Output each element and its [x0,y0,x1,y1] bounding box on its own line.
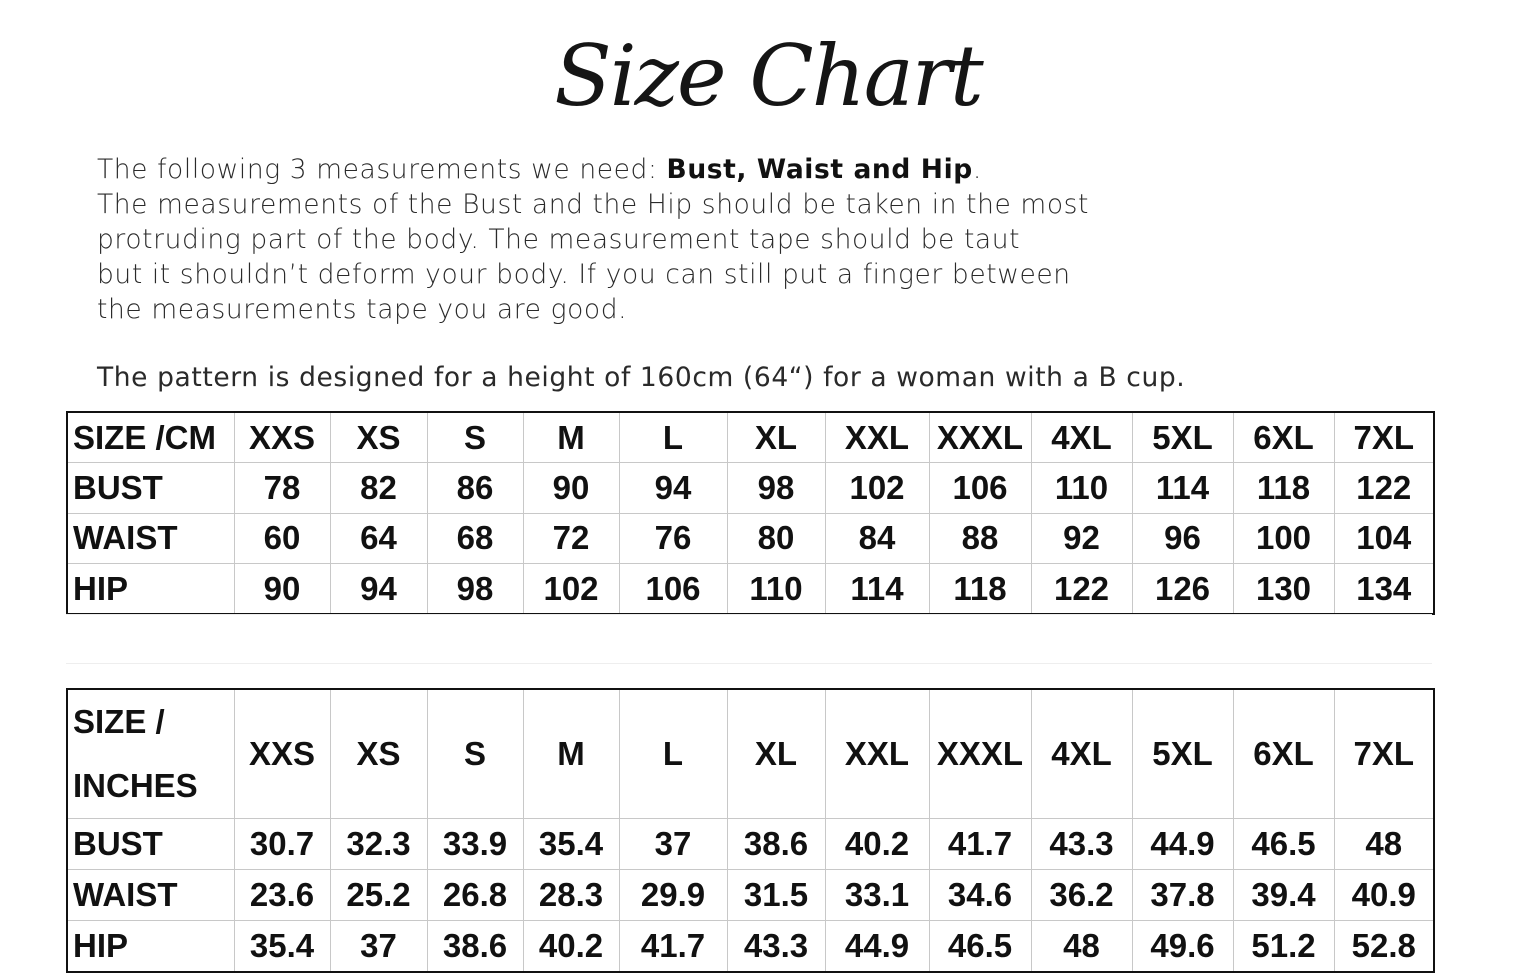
measurement-cell: 28.3 [523,870,619,921]
measurement-cell: 118 [929,564,1031,615]
measurement-cell: 40.2 [825,819,929,870]
size-header-cell: S [427,412,523,463]
intro-line-4: but it shouldn’t deform your body. If you can still put a finger between [97,259,1071,290]
measurement-cell: 82 [330,463,427,514]
measurement-cell: 37 [330,921,427,972]
intro-line-1-prefix: The following 3 measurements we need: [97,154,667,185]
measurement-cell: 110 [1031,463,1132,514]
measurement-cell: 84 [825,513,929,564]
size-header-cell: 7XL [1334,412,1434,463]
measurement-cell: 25.2 [330,870,427,921]
measurement-cell: 23.6 [234,870,330,921]
measurement-cell: 32.3 [330,819,427,870]
table-row [67,564,1434,615]
row-label-cell: BUST [67,819,234,870]
measurement-cell: 90 [523,463,619,514]
measurement-cell: 106 [619,564,727,615]
measurement-cell: 80 [727,513,825,564]
size-header-cell: XXXL [929,412,1031,463]
size-header-cell: XXL [825,689,929,819]
measurement-cell: 38.6 [727,819,825,870]
measurement-cell: 46.5 [1233,819,1334,870]
size-header-cell: M [523,689,619,819]
header-label-cell: SIZE / INCHES [67,689,234,819]
measurement-cell: 33.1 [825,870,929,921]
measurement-cell: 94 [619,463,727,514]
intro-line-1 [97,152,1497,187]
table-spacer [66,614,1432,688]
measurement-cell: 48 [1031,921,1132,972]
measurement-cell: 90 [234,564,330,615]
measurement-cell: 100 [1233,513,1334,564]
size-header-cell: XXL [825,412,929,463]
size-header-cell: 4XL [1031,689,1132,819]
table-header-row [67,412,1434,463]
measurement-cell: 49.6 [1132,921,1233,972]
title-text: Size Chart [554,27,982,125]
size-table-cm [66,411,1435,615]
table-row [67,819,1434,870]
table-row [67,513,1434,564]
row-label-cell: HIP [67,921,234,972]
measurement-cell: 130 [1233,564,1334,615]
measurement-cell: 40.2 [523,921,619,972]
size-header-cell: 6XL [1233,689,1334,819]
measurement-cell: 44.9 [825,921,929,972]
measurement-cell: 102 [825,463,929,514]
intro-text [97,152,1497,327]
size-header-cell: 5XL [1132,689,1233,819]
measurement-cell: 72 [523,513,619,564]
measurement-cell: 26.8 [427,870,523,921]
measurement-cell: 110 [727,564,825,615]
size-header-cell: XXS [234,412,330,463]
measurement-cell: 37.8 [1132,870,1233,921]
intro-line-1-bold: Bust, Waist and Hip [666,154,973,185]
size-header-cell: XL [727,689,825,819]
measurement-cell: 35.4 [234,921,330,972]
measurement-cell: 38.6 [427,921,523,972]
size-header-cell: 5XL [1132,412,1233,463]
size-header-cell: L [619,412,727,463]
measurement-cell: 41.7 [929,819,1031,870]
measurement-cell: 68 [427,513,523,564]
intro-line-3: protruding part of the body. The measurement tape should be taut [97,224,1021,255]
size-header-cell: M [523,412,619,463]
measurement-cell: 51.2 [1233,921,1334,972]
measurement-cell: 122 [1031,564,1132,615]
measurement-cell: 33.9 [427,819,523,870]
measurement-cell: 29.9 [619,870,727,921]
row-label-cell: WAIST [67,870,234,921]
measurement-cell: 35.4 [523,819,619,870]
measurement-cell: 48 [1334,819,1434,870]
measurement-cell: 94 [330,564,427,615]
measurement-cell: 43.3 [727,921,825,972]
measurement-cell: 88 [929,513,1031,564]
measurement-cell: 36.2 [1031,870,1132,921]
measurement-cell: 37 [619,819,727,870]
size-header-cell: L [619,689,727,819]
measurement-cell: 60 [234,513,330,564]
size-header-cell: S [427,689,523,819]
size-header-cell: XS [330,412,427,463]
measurement-cell: 96 [1132,513,1233,564]
size-header-cell: XL [727,412,825,463]
measurement-cell: 98 [427,564,523,615]
measurement-cell: 41.7 [619,921,727,972]
pattern-note: The pattern is designed for a height of 160cm (64“) for a woman with a B cup. [97,362,1186,393]
measurement-cell: 39.4 [1233,870,1334,921]
intro-line-2: The measurements of the Bust and the Hip should be taken in the most [97,189,1090,220]
measurement-cell: 98 [727,463,825,514]
measurement-cell: 78 [234,463,330,514]
measurement-cell: 92 [1031,513,1132,564]
table-row [67,921,1434,972]
measurement-cell: 64 [330,513,427,564]
measurement-cell: 126 [1132,564,1233,615]
measurement-cell: 134 [1334,564,1434,615]
size-header-cell: XS [330,689,427,819]
header-label-cell: SIZE /CM [67,412,234,463]
measurement-cell: 40.9 [1334,870,1434,921]
intro-line-1-suffix: . [972,154,982,185]
measurement-cell: 43.3 [1031,819,1132,870]
table-row [67,463,1434,514]
size-table-inches [66,688,1435,973]
size-header-cell: XXS [234,689,330,819]
intro-line-5: the measurements tape you are good. [97,294,628,325]
measurement-cell: 30.7 [234,819,330,870]
title-script [508,10,1028,135]
row-label-cell: HIP [67,564,234,615]
measurement-cell: 114 [825,564,929,615]
table-header-row [67,689,1434,819]
measurement-cell: 122 [1334,463,1434,514]
measurement-cell: 44.9 [1132,819,1233,870]
row-label-cell: BUST [67,463,234,514]
measurement-cell: 102 [523,564,619,615]
size-header-cell: 7XL [1334,689,1434,819]
measurement-cell: 104 [1334,513,1434,564]
measurement-cell: 114 [1132,463,1233,514]
size-header-cell: XXXL [929,689,1031,819]
measurement-cell: 52.8 [1334,921,1434,972]
page-title [0,10,1536,135]
measurement-cell: 31.5 [727,870,825,921]
measurement-cell: 118 [1233,463,1334,514]
measurement-cell: 34.6 [929,870,1031,921]
row-label-cell: WAIST [67,513,234,564]
size-header-cell: 6XL [1233,412,1334,463]
measurement-cell: 46.5 [929,921,1031,972]
table-row [67,870,1434,921]
measurement-cell: 106 [929,463,1031,514]
size-header-cell: 4XL [1031,412,1132,463]
measurement-cell: 76 [619,513,727,564]
measurement-cell: 86 [427,463,523,514]
